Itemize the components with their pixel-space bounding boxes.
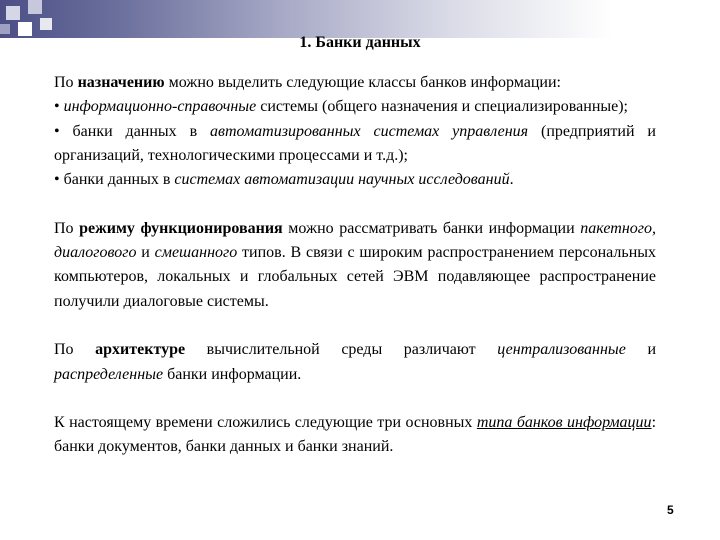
text-run: можно рассматривать банки информации xyxy=(282,219,581,237)
text-run: По xyxy=(54,341,96,359)
paragraph-types xyxy=(54,411,656,460)
term-management-systems: автоматизированных системах управления xyxy=(210,122,529,140)
text-run: По xyxy=(54,74,78,91)
term-batch-dialog: пакетного, диалогового xyxy=(54,219,656,262)
text-run: К настоящему времени сложились следующие три основных xyxy=(54,414,477,432)
slide-title: 1. Банки данных xyxy=(299,34,421,51)
slide-number: 5 xyxy=(667,503,674,517)
text-run: банки информации. xyxy=(163,365,302,383)
term-reference-systems: информационно-справочные xyxy=(63,98,257,116)
text-run: . xyxy=(509,171,514,189)
text-run: и xyxy=(625,341,656,359)
term-mode: режиму функционирования xyxy=(79,219,283,237)
paragraph-gap xyxy=(54,192,656,216)
bullet-reference-systems xyxy=(54,95,656,119)
paragraph-purpose xyxy=(54,71,656,95)
paragraph-gap xyxy=(54,387,656,411)
text-run: • банки данных в xyxy=(54,122,211,140)
text-run: • xyxy=(54,98,64,116)
text-run: (предприятий и организаций, технологическими процессами и т.д.); xyxy=(54,122,656,164)
text-run: : банки документов, банки данных и банки знаний. xyxy=(54,414,657,456)
text-run: и xyxy=(136,244,155,262)
term-mixed: смешанного xyxy=(154,244,238,262)
text-run: типов. В связи с широким распространением персональных компьютеров, локальных и глобальных сетей ЭВМ подавляющее распространение получили диалоговые системы. xyxy=(54,244,657,310)
text-run: системы (общего назначения и специализированные); xyxy=(256,98,628,116)
text-run: • банки данных в xyxy=(54,171,175,189)
paragraph-architecture xyxy=(54,338,656,387)
bullet-management-systems xyxy=(54,120,656,169)
term-research-systems: системах автоматизации научных исследований xyxy=(174,171,510,189)
bullet-research-systems xyxy=(54,168,656,192)
term-centralized: централизованные xyxy=(497,341,626,359)
decorative-square xyxy=(6,6,20,20)
decorative-square xyxy=(40,18,52,30)
header-gradient-band xyxy=(0,0,720,38)
decorative-square xyxy=(28,0,42,14)
slide-body xyxy=(54,71,656,460)
paragraph-gap xyxy=(54,314,656,338)
text-run: вычислительной среды различают xyxy=(185,341,498,359)
term-purpose: назначению xyxy=(77,74,165,91)
decorative-square xyxy=(0,24,10,34)
term-bank-types: типа банков информации xyxy=(476,414,652,432)
text-run: можно выделить следующие классы банков информации: xyxy=(164,74,561,91)
paragraph-mode xyxy=(54,217,656,314)
term-distributed: распределенные xyxy=(54,365,164,383)
text-run: По xyxy=(54,219,80,237)
term-architecture: архитектуре xyxy=(95,341,186,359)
